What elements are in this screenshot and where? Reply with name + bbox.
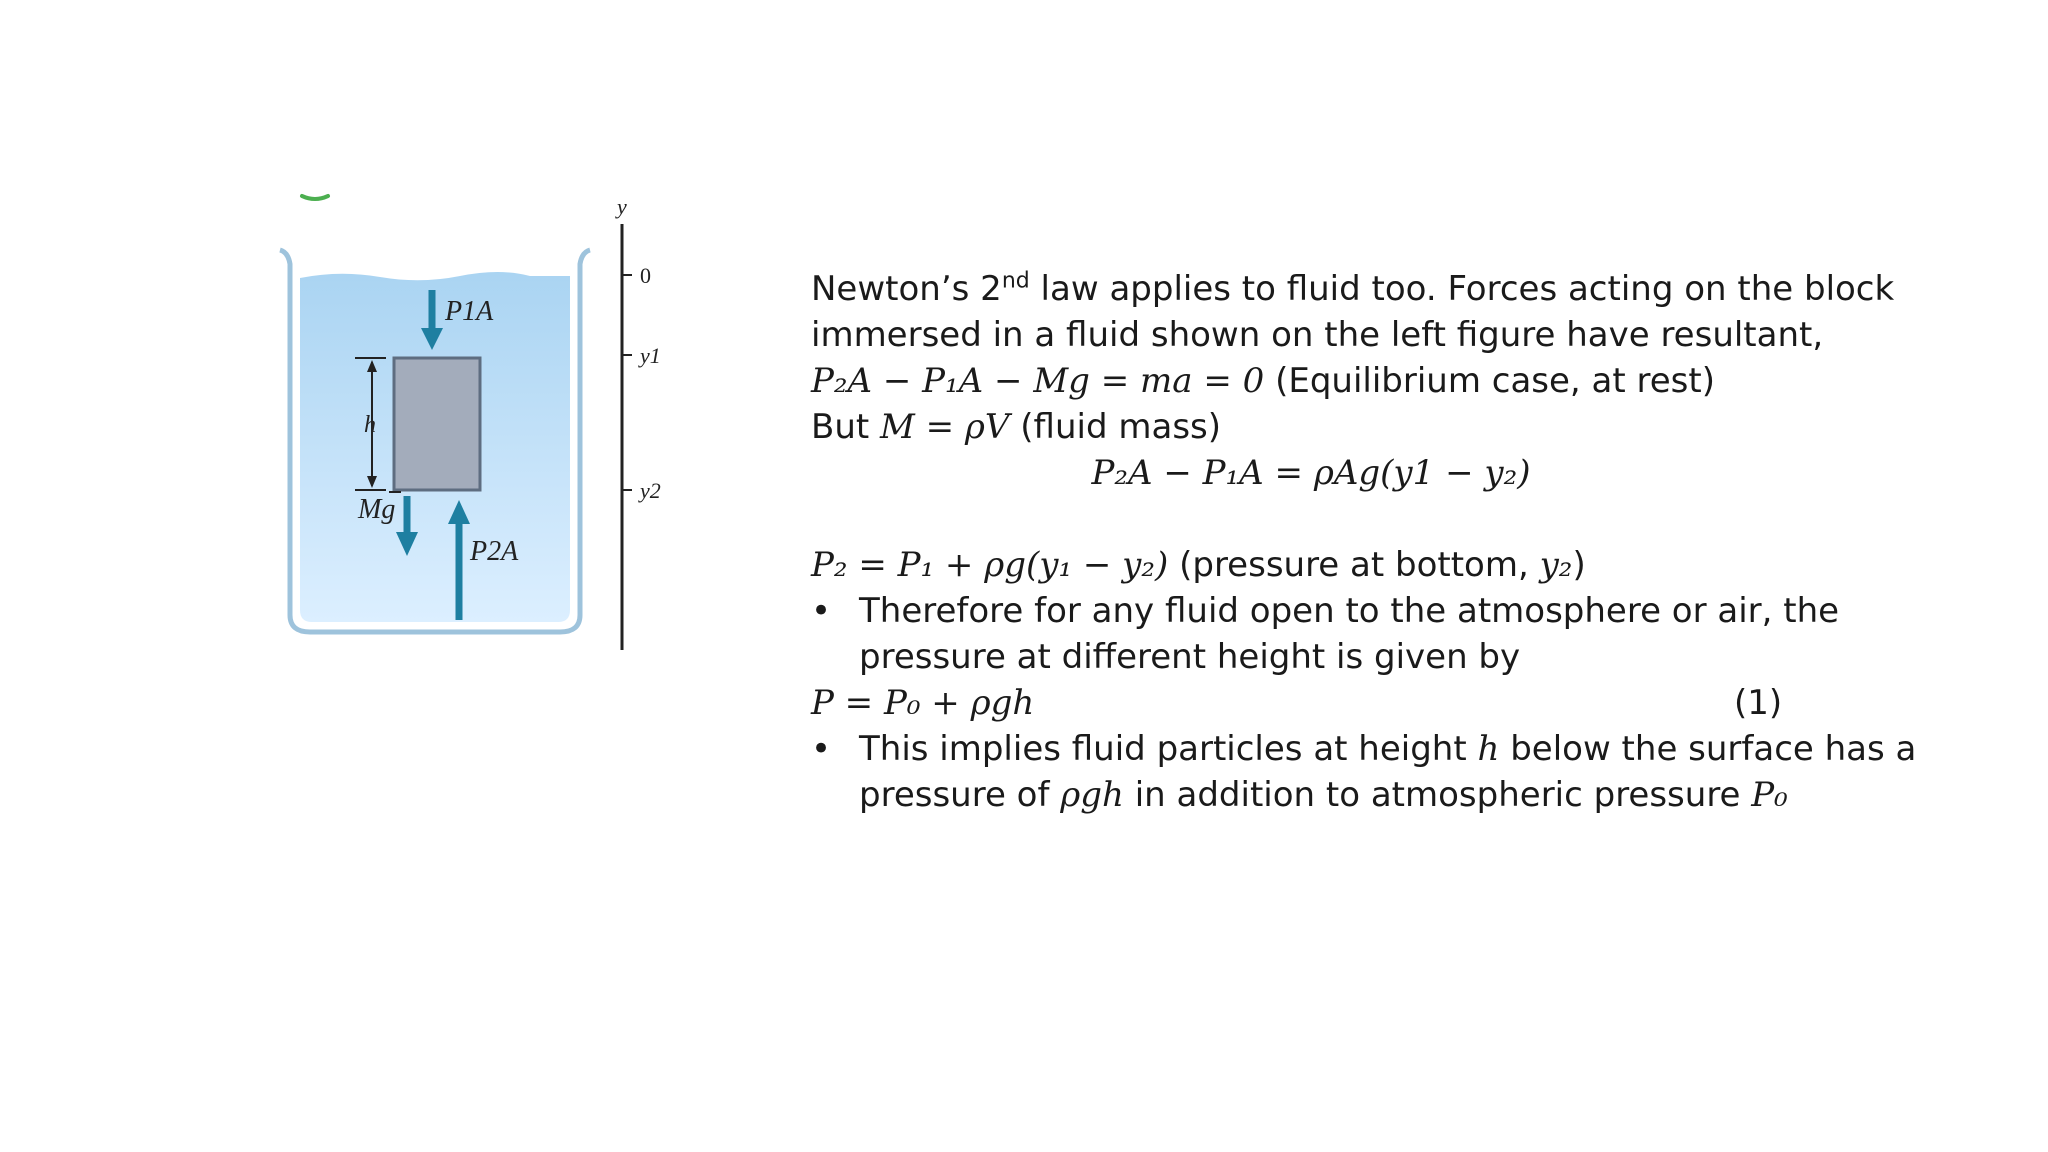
tick-label-y1: y1 bbox=[640, 343, 661, 368]
bullet-1 bbox=[811, 588, 2011, 680]
force-balance-equation: P₂A − P₁A − Mg = ma = 0 bbox=[811, 361, 1265, 401]
bullet-2-line-a bbox=[859, 726, 2011, 772]
figure-svg bbox=[270, 190, 680, 670]
p1a-label: P1A bbox=[445, 296, 494, 327]
bullet-2-line-b bbox=[859, 772, 2011, 818]
fluid-mass-note: (fluid mass) bbox=[1009, 407, 1222, 447]
equation-1-line bbox=[811, 680, 2011, 726]
text-line-4 bbox=[811, 404, 2011, 450]
y-axis-label: y bbox=[617, 194, 627, 219]
text-line-6 bbox=[811, 542, 2011, 588]
bullet-2-b-var: ρgh bbox=[1060, 775, 1124, 815]
p2a-label: P2A bbox=[470, 536, 519, 567]
weight-label: Mg bbox=[358, 494, 396, 525]
text-line-5 bbox=[811, 450, 1811, 496]
bullet-2-dot: • bbox=[811, 729, 832, 769]
ordinal-suffix: nd bbox=[1001, 268, 1030, 294]
bullet-2-a-start: This implies fluid particles at height bbox=[859, 729, 1478, 769]
green-mark bbox=[302, 196, 328, 199]
line1-start: Newton’s 2 bbox=[811, 269, 1002, 309]
bottom-pressure-note: (pressure at bottom, bbox=[1168, 545, 1540, 585]
bullet-1-dot: • bbox=[811, 591, 832, 631]
pressure-difference-equation: P₂A − P₁A = ρAg(y1 − y₂) bbox=[1091, 453, 1531, 493]
bullet-2 bbox=[811, 726, 2011, 818]
tick-label-0: 0 bbox=[640, 263, 651, 288]
immersed-block bbox=[394, 358, 480, 490]
bullet-2-b-start: pressure of bbox=[859, 775, 1061, 815]
bullet-2-b-var2: P₀ bbox=[1751, 775, 1788, 815]
explanation-text bbox=[811, 266, 2011, 818]
mass-equation: M = ρV bbox=[880, 407, 1010, 447]
line4-start: But bbox=[811, 407, 881, 447]
text-line-1 bbox=[811, 266, 2011, 312]
tick-label-y2: y2 bbox=[640, 478, 661, 503]
h-label: h bbox=[364, 412, 376, 438]
bullet-1-line-a: Therefore for any fluid open to the atmosphere or air, the bbox=[859, 591, 1840, 631]
bullet-2-a-end: below the surface has a bbox=[1499, 729, 1917, 769]
text-line-3 bbox=[811, 358, 2011, 404]
bottom-pressure-equation: P₂ = P₁ + ρg(y₁ − y₂) bbox=[811, 545, 1169, 585]
bullet-2-a-var: h bbox=[1477, 729, 1500, 769]
bottom-pressure-var: y₂ bbox=[1539, 545, 1573, 585]
blank-line bbox=[811, 496, 2011, 542]
equation-number: (1) bbox=[1734, 683, 1783, 723]
hydrostatic-equation: P = P₀ + ρgh bbox=[811, 683, 1035, 723]
equilibrium-note: (Equilibrium case, at rest) bbox=[1264, 361, 1715, 401]
line1-end: law applies to fluid too. Forces acting on the block bbox=[1029, 269, 1895, 309]
bullet-2-b-mid: in addition to atmospheric pressure bbox=[1123, 775, 1752, 815]
fluid-block-figure bbox=[270, 190, 680, 670]
text-line-2: immersed in a fluid shown on the left figure have resultant, bbox=[811, 315, 1824, 355]
bullet-1-line-b: pressure at different height is given by bbox=[859, 637, 1521, 677]
bottom-pressure-close: ) bbox=[1572, 545, 1586, 585]
